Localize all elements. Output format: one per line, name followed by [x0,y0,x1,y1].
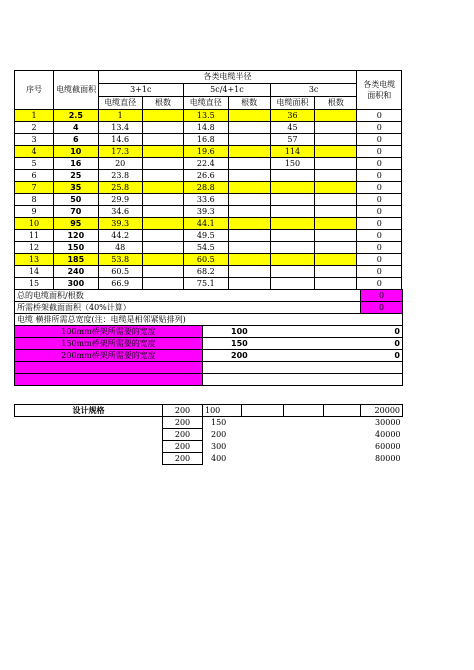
count-2-cell[interactable] [228,170,270,182]
diameter-1-cell[interactable]: 34.6 [98,206,142,218]
count-2-cell[interactable] [228,194,270,206]
count-3-cell[interactable] [315,242,357,254]
count-3-cell[interactable] [315,206,357,218]
size-cell[interactable]: 240 [54,266,98,278]
width-label: 电缆 横排所需总宽度(注：电缆是相邻紧贴排列) [15,314,403,326]
design-spec-c[interactable]: 20000 [361,405,403,417]
diameter-2-cell[interactable]: 16.8 [184,134,228,146]
sum-cell[interactable]: 0 [357,194,402,206]
count-2-cell[interactable] [228,134,270,146]
tray-empty-cell[interactable] [203,362,403,374]
tray-width-value: 150 [231,339,248,348]
area-3-cell[interactable] [270,182,314,194]
size-cell[interactable]: 16 [54,158,98,170]
design-c: 60000 [375,442,401,451]
diameter-1-cell[interactable]: 25.8 [98,182,142,194]
count-1-cell[interactable] [142,266,183,278]
count-1-cell[interactable] [142,134,183,146]
size-cell[interactable]: 10 [54,146,98,158]
seq-cell[interactable]: 10 [15,218,54,230]
count-1-cell[interactable] [142,218,183,230]
area-3-cell[interactable] [270,230,314,242]
design-b: 400 [211,454,227,463]
diameter-1-cell[interactable]: 60.5 [98,266,142,278]
count-3-cell[interactable] [315,218,357,230]
tray-empty-row [15,362,403,374]
seq-cell[interactable]: 7 [15,182,54,194]
tray-width-row [15,350,403,362]
count-1-cell[interactable] [142,242,183,254]
diameter-2-cell[interactable]: 33.6 [184,194,228,206]
design-spec-b[interactable]: 100 [203,405,242,417]
count-1-cell[interactable] [142,278,183,290]
count-3-cell[interactable] [315,134,357,146]
design-blank [15,417,163,429]
seq-cell[interactable]: 3 [15,134,54,146]
totals-table [14,289,403,326]
design-c: 80000 [375,454,401,463]
design-row [15,429,403,441]
count-2-cell[interactable] [228,266,270,278]
tray-area-label: 所需桥架截面面积（40%计算） [15,302,361,314]
count-2-cell[interactable] [228,110,270,122]
count-3-cell[interactable] [315,194,357,206]
tray-width-label: 200mm桥架所需要的宽度 [15,350,203,362]
table-row [15,134,402,146]
sub-col-count-3: 根数 [315,97,357,110]
sum-cell[interactable]: 0 [357,182,402,194]
diameter-1-cell[interactable]: 14.6 [98,134,142,146]
size-cell[interactable]: 300 [54,278,98,290]
table-row [15,278,402,290]
count-3-cell[interactable] [315,182,357,194]
area-3-cell[interactable] [270,170,314,182]
diameter-1-cell[interactable]: 13.4 [98,122,142,134]
total-area-label: 总的电缆面积/根数 [15,290,361,302]
design-c: 40000 [375,430,401,439]
diameter-2-cell[interactable]: 39.3 [184,206,228,218]
diameter-1-cell[interactable]: 1 [98,110,142,122]
design-a[interactable]: 200 [163,429,203,441]
sub-col-count-2: 根数 [228,97,270,110]
size-cell[interactable]: 50 [54,194,98,206]
design-blank [15,441,163,453]
design-spec-empty[interactable] [284,405,324,417]
diameter-2-cell[interactable]: 22.4 [184,158,228,170]
size-cell[interactable]: 120 [54,230,98,242]
count-3-cell[interactable] [315,266,357,278]
diameter-1-cell[interactable]: 17.3 [98,146,142,158]
count-2-cell[interactable] [228,218,270,230]
diameter-2-cell[interactable]: 26.6 [184,170,228,182]
table-row [15,182,402,194]
diameter-2-cell[interactable]: 13.5 [184,110,228,122]
design-spec-a[interactable]: 200 [163,405,203,417]
count-1-cell[interactable] [142,206,183,218]
area-3-cell[interactable]: 150 [270,158,314,170]
table-row [15,170,402,182]
tray-width-cell[interactable] [203,350,403,362]
count-1-cell[interactable] [142,110,183,122]
diameter-1-cell[interactable]: 44.2 [98,230,142,242]
size-cell[interactable]: 4 [54,122,98,134]
tray-empty-label [15,374,203,386]
header-group-2: 5c/4+1c [184,84,271,97]
design-a[interactable]: 200 [163,441,203,453]
cable-calc-table [14,70,402,290]
count-3-cell[interactable] [315,230,357,242]
diameter-2-cell[interactable]: 28.8 [184,182,228,194]
count-3-cell[interactable] [315,278,357,290]
diameter-1-cell[interactable]: 66.9 [98,278,142,290]
sum-cell[interactable]: 0 [357,218,402,230]
seq-cell[interactable]: 5 [15,158,54,170]
count-3-cell[interactable] [315,158,357,170]
count-3-cell[interactable] [315,170,357,182]
seq-cell[interactable]: 15 [15,278,54,290]
design-row [15,453,403,465]
total-area-value[interactable]: 0 [361,290,403,302]
size-cell[interactable]: 35 [54,182,98,194]
diameter-1-cell[interactable]: 39.3 [98,218,142,230]
area-3-cell[interactable]: 114 [270,146,314,158]
tray-width-value: 200 [231,351,248,360]
size-cell[interactable]: 25 [54,170,98,182]
count-2-cell[interactable] [228,206,270,218]
size-cell[interactable]: 70 [54,206,98,218]
table-row [15,110,402,122]
tray-width-result: 0 [394,339,400,348]
design-spec-empty[interactable] [324,405,361,417]
sub-col-diameter-1: 电缆直径 [98,97,142,110]
count-3-cell[interactable] [315,122,357,134]
area-3-cell[interactable]: 57 [270,134,314,146]
table-row [15,242,402,254]
sum-cell[interactable]: 0 [357,146,402,158]
count-1-cell[interactable] [142,170,183,182]
header-sum: 各类电缆面积和 [357,71,402,110]
diameter-2-cell[interactable]: 54.5 [184,242,228,254]
tray-width-label: 150mm桥架所需要的宽度 [15,338,203,350]
sum-cell[interactable]: 0 [357,230,402,242]
seq-cell[interactable]: 14 [15,266,54,278]
header-cross-section: 电缆截面积 [54,71,98,110]
seq-cell[interactable]: 4 [15,146,54,158]
count-2-cell[interactable] [228,182,270,194]
count-2-cell[interactable] [228,254,270,266]
design-spec-table [14,404,403,465]
seq-cell[interactable]: 2 [15,122,54,134]
count-1-cell[interactable] [142,158,183,170]
area-3-cell[interactable] [270,218,314,230]
header-group-1: 3+1c [98,84,184,97]
diameter-1-cell[interactable]: 23.8 [98,170,142,182]
diameter-2-cell[interactable]: 14.8 [184,122,228,134]
size-cell[interactable]: 185 [54,254,98,266]
seq-cell[interactable]: 12 [15,242,54,254]
area-3-cell[interactable]: 45 [270,122,314,134]
sum-cell[interactable]: 0 [357,158,402,170]
count-1-cell[interactable] [142,122,183,134]
table-row [15,206,402,218]
count-3-cell[interactable] [315,146,357,158]
count-1-cell[interactable] [142,194,183,206]
diameter-2-cell[interactable]: 60.5 [184,254,228,266]
diameter-2-cell[interactable]: 19.6 [184,146,228,158]
design-row [15,417,403,429]
count-2-cell[interactable] [228,230,270,242]
sum-cell[interactable]: 0 [357,254,402,266]
header-seq: 序号 [15,71,54,110]
count-1-cell[interactable] [142,230,183,242]
table-row [15,122,402,134]
tray-width-table [14,325,403,386]
diameter-1-cell[interactable]: 53.8 [98,254,142,266]
area-3-cell[interactable] [270,194,314,206]
design-spec-empty[interactable] [242,405,284,417]
diameter-1-cell[interactable]: 20 [98,158,142,170]
diameter-2-cell[interactable]: 44.1 [184,218,228,230]
seq-cell[interactable]: 9 [15,206,54,218]
table-row [15,266,402,278]
design-a[interactable]: 200 [163,417,203,429]
table-row [15,158,402,170]
seq-cell[interactable]: 8 [15,194,54,206]
diameter-2-cell[interactable]: 68.2 [184,266,228,278]
diameter-2-cell[interactable]: 49.5 [184,230,228,242]
tray-width-value: 100 [231,327,248,336]
count-1-cell[interactable] [142,182,183,194]
tray-width-result: 0 [394,351,400,360]
count-1-cell[interactable] [142,254,183,266]
seq-cell[interactable]: 1 [15,110,54,122]
count-2-cell[interactable] [228,242,270,254]
sub-col-area-3: 电缆面积 [270,97,314,110]
table-row [15,254,402,266]
design-b: 200 [211,430,227,439]
design-b: 150 [211,418,227,428]
tray-width-row [15,338,403,350]
count-2-cell[interactable] [228,122,270,134]
header-cable-radius: 各类电缆半径 [98,71,357,84]
area-3-cell[interactable] [270,242,314,254]
design-b: 300 [211,442,227,451]
sum-cell[interactable]: 0 [357,242,402,254]
table-row [15,230,402,242]
area-3-cell[interactable] [270,278,314,290]
tray-empty-label [15,362,203,374]
sub-col-diameter-2: 电缆直径 [184,97,228,110]
area-3-cell[interactable] [270,266,314,278]
diameter-1-cell[interactable]: 29.9 [98,194,142,206]
seq-cell[interactable]: 13 [15,254,54,266]
diameter-2-cell[interactable]: 75.1 [184,278,228,290]
count-3-cell[interactable] [315,254,357,266]
tray-width-label: 100mm桥架所需要的宽度 [15,326,203,338]
count-2-cell[interactable] [228,146,270,158]
tray-area-value[interactable]: 0 [361,302,403,314]
sub-col-count-1: 根数 [142,97,183,110]
design-a[interactable]: 200 [163,453,203,465]
design-spec-label: 设计规格 [15,405,163,417]
seq-cell[interactable]: 11 [15,230,54,242]
sum-cell[interactable]: 0 [357,134,402,146]
count-2-cell[interactable] [228,278,270,290]
count-1-cell[interactable] [142,146,183,158]
design-blank [15,429,163,441]
area-3-cell[interactable] [270,254,314,266]
diameter-1-cell[interactable]: 48 [98,242,142,254]
tray-empty-cell[interactable] [203,374,403,386]
table-row [15,218,402,230]
tray-width-result: 0 [394,327,400,336]
size-cell[interactable]: 95 [54,218,98,230]
tray-width-row [15,326,403,338]
design-blank [15,453,163,465]
design-row [15,441,403,453]
seq-cell[interactable]: 6 [15,170,54,182]
sum-cell[interactable]: 0 [357,278,402,290]
header-group-3: 3c [270,84,357,97]
tray-width-cell[interactable] [203,338,403,350]
count-3-cell[interactable] [315,110,357,122]
sum-cell[interactable]: 0 [357,170,402,182]
sum-cell[interactable]: 0 [357,266,402,278]
table-row [15,194,402,206]
area-3-cell[interactable]: 36 [270,110,314,122]
tray-width-cell[interactable] [203,326,403,338]
size-cell[interactable]: 2.5 [54,110,98,122]
sum-cell[interactable]: 0 [357,110,402,122]
count-2-cell[interactable] [228,158,270,170]
sum-cell[interactable]: 0 [357,122,402,134]
table-row [15,146,402,158]
sum-cell[interactable]: 0 [357,206,402,218]
design-c: 30000 [375,418,401,428]
size-cell[interactable]: 150 [54,242,98,254]
tray-empty-row [15,374,403,386]
size-cell[interactable]: 6 [54,134,98,146]
area-3-cell[interactable] [270,206,314,218]
